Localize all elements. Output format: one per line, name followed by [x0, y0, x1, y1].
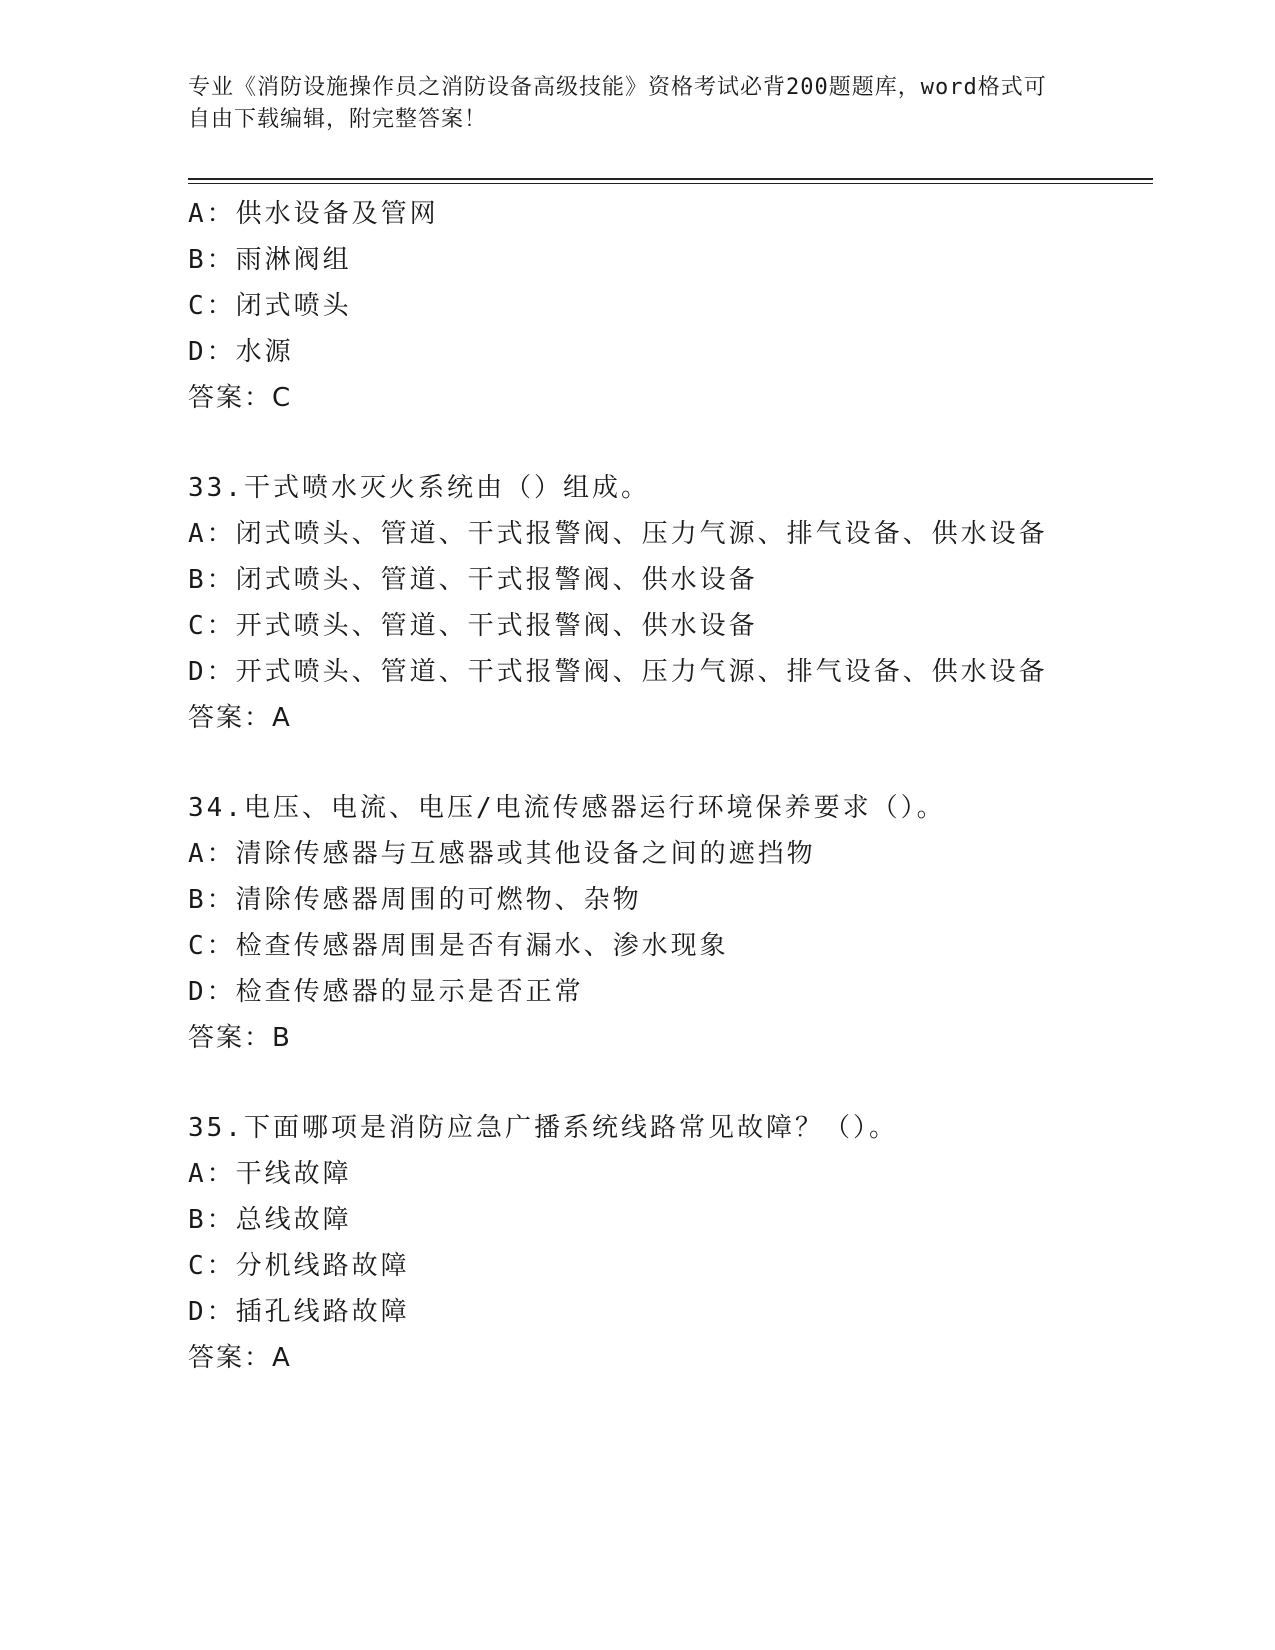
answer: 答案：A — [188, 703, 292, 733]
question-block-33 — [188, 465, 1148, 741]
answer: 答案：C — [188, 383, 293, 413]
question-block-34 — [188, 785, 1148, 1061]
option-d: D：开式喷头、管道、干式报警阀、压力气源、排气设备、供水设备 — [188, 657, 1048, 687]
option-d: D：水源 — [188, 337, 294, 367]
spacer — [188, 421, 1148, 465]
option-a: A：供水设备及管网 — [188, 199, 439, 229]
option-a: A：干线故障 — [188, 1159, 352, 1189]
option-b: B：雨淋阀组 — [188, 245, 352, 275]
option-c: C：开式喷头、管道、干式报警阀、供水设备 — [188, 611, 758, 641]
question-text: 34.电压、电流、电压/电流传感器运行环境保养要求（）。 — [188, 793, 946, 823]
option-d: D：插孔线路故障 — [188, 1297, 410, 1327]
spacer — [188, 741, 1148, 785]
option-c: C：分机线路故障 — [188, 1251, 410, 1281]
option-c: C：闭式喷头 — [188, 291, 352, 321]
option-c: C：检查传感器周围是否有漏水、渗水现象 — [188, 931, 729, 961]
header-intro: 专业《消防设施操作员之消防设备高级技能》资格考试必背200题题库，word格式可自由下载编辑，附完整答案！ — [188, 75, 1047, 132]
question-text: 35.下面哪项是消防应急广播系统线路常见故障？（）。 — [188, 1113, 898, 1143]
option-a: A：闭式喷头、管道、干式报警阀、压力气源、排气设备、供水设备 — [188, 519, 1048, 549]
question-block-35 — [188, 1105, 1148, 1381]
question-list — [188, 191, 1148, 1381]
question-text: 33.干式喷水灭火系统由（）组成。 — [188, 473, 650, 503]
answer: 答案：B — [188, 1023, 292, 1053]
spacer — [188, 1061, 1148, 1105]
header-divider-thin — [188, 183, 1153, 184]
header-divider-thick — [188, 178, 1153, 180]
option-b: B：闭式喷头、管道、干式报警阀、供水设备 — [188, 565, 758, 595]
option-d: D：检查传感器的显示是否正常 — [188, 977, 584, 1007]
document-header — [188, 72, 1068, 136]
option-a: A：清除传感器与互感器或其他设备之间的遮挡物 — [188, 839, 816, 869]
answer: 答案：A — [188, 1343, 292, 1373]
option-b: B：总线故障 — [188, 1205, 352, 1235]
option-b: B：清除传感器周围的可燃物、杂物 — [188, 885, 642, 915]
question-block-32 — [188, 191, 1148, 421]
